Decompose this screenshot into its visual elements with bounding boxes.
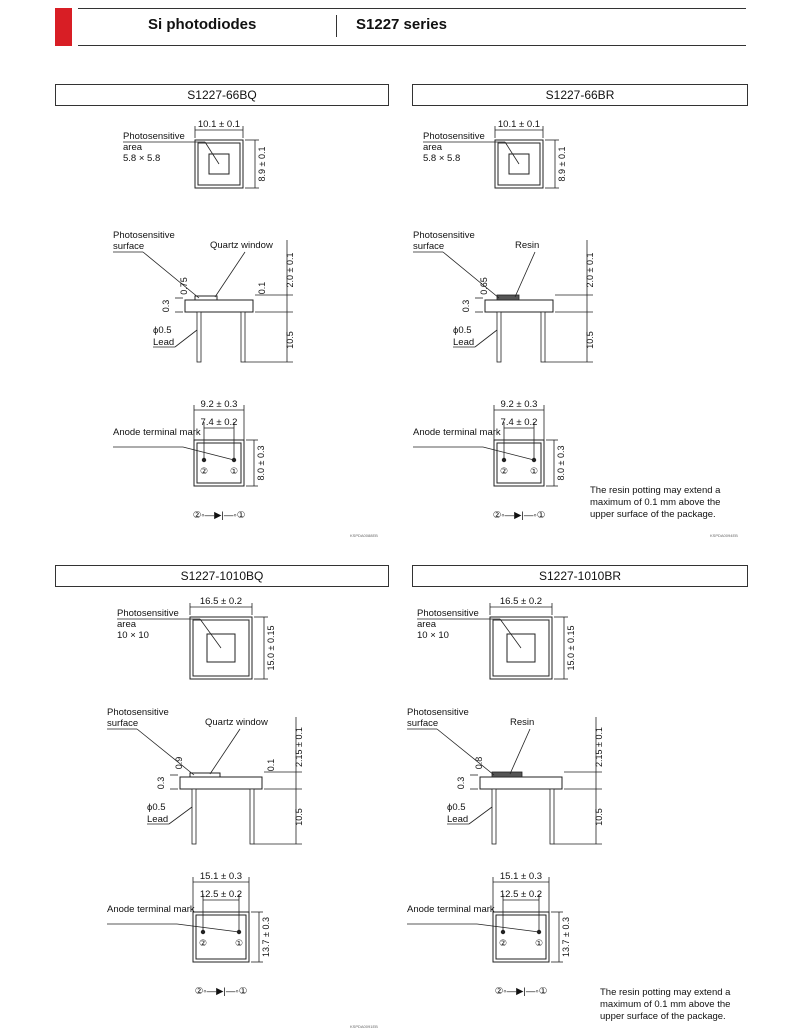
photosensitive-area-label: Photosensitive xyxy=(117,608,179,619)
photosensitive-surface-label: Photosensitive xyxy=(113,230,175,241)
bottom-view-inner xyxy=(496,915,546,959)
panel-title-1010bq: S1227-1010BQ xyxy=(55,565,389,587)
photosensitive-area-label: Photosensitive xyxy=(423,131,485,142)
resin-note-66br: The resin potting may extend a maximum of 0.1 mm above the upper surface of the package. xyxy=(590,485,721,520)
header-series: S1227 series xyxy=(356,16,447,33)
lead-diameter-label: ϕ0.5 xyxy=(153,325,172,336)
panel-title-66bq: S1227-66BQ xyxy=(55,84,389,106)
side-view-body xyxy=(185,300,253,312)
photosensitive-surface-label: Photosensitive xyxy=(107,707,169,718)
dim-b-label: 0.8 xyxy=(474,756,484,770)
dim-c-label: 0.1 xyxy=(266,758,276,772)
header-separator xyxy=(336,15,337,37)
height-label: 2.0 ± 0.1 xyxy=(585,252,595,288)
dim-b-label: 0.75 xyxy=(179,277,189,295)
side-view-body xyxy=(485,300,553,312)
drawing-s1227-1010bq xyxy=(55,592,395,1029)
bottom-width-label: 9.2 ± 0.3 xyxy=(200,399,238,410)
leader-line xyxy=(183,447,234,460)
lead-length-label: 10.5 xyxy=(594,808,604,826)
top-width-label: 16.5 ± 0.2 xyxy=(199,596,243,607)
window-label: Resin xyxy=(515,240,540,251)
side-view-body xyxy=(480,777,562,789)
leader-line xyxy=(205,142,219,164)
photosensitive-surface-label: surface xyxy=(407,718,439,729)
lead-left xyxy=(497,312,501,362)
leader-line xyxy=(475,330,497,347)
bottom-height-label: 8.0 ± 0.3 xyxy=(256,445,266,481)
dim-b-label: 0.65 xyxy=(479,277,489,295)
lead-diameter-label: ϕ0.5 xyxy=(147,802,166,813)
leader-line xyxy=(469,807,492,824)
leader-line xyxy=(215,252,245,297)
diode-symbol: ②◦—▶|—◦① xyxy=(494,986,548,997)
pin-2 xyxy=(502,458,506,462)
header-rule-top xyxy=(78,8,746,9)
pin-1-label: ① xyxy=(229,466,239,476)
lead-diameter-label: ϕ0.5 xyxy=(447,802,466,813)
bottom-height-label: 8.0 ± 0.3 xyxy=(556,445,566,481)
anode-terminal-label: Anode terminal mark xyxy=(113,427,201,438)
photosensitive-surface-label: Photosensitive xyxy=(413,230,475,241)
lead-label: Lead xyxy=(153,337,175,348)
photosensitive-surface-label: Photosensitive xyxy=(407,707,469,718)
panel-title-66br: S1227-66BR xyxy=(412,84,748,106)
dim-a-label: 0.3 xyxy=(161,299,171,313)
pin-2-label: ② xyxy=(498,938,508,948)
photosensitive-surface-label: surface xyxy=(113,241,145,252)
leader-line xyxy=(177,924,239,932)
lead-left xyxy=(492,789,496,844)
top-width-label: 10.1 ± 0.1 xyxy=(197,119,241,130)
pin-2 xyxy=(201,930,205,934)
panel-title-1010br: S1227-1010BR xyxy=(412,565,748,587)
bottom-view-package xyxy=(494,440,544,486)
pin-2-label: ② xyxy=(499,466,509,476)
top-height-label: 15.0 ± 0.15 xyxy=(566,625,576,671)
window-label: Quartz window xyxy=(205,717,268,728)
dim-a-label: 0.3 xyxy=(156,776,166,790)
leader-line xyxy=(210,729,240,774)
bottom-height-label: 13.7 ± 0.3 xyxy=(261,917,271,957)
lead-label: Lead xyxy=(147,814,169,825)
lead-right xyxy=(541,312,545,362)
bottom-height-label: 13.7 ± 0.3 xyxy=(561,917,571,957)
area-value-label: 10 × 10 xyxy=(117,630,149,641)
pin-2 xyxy=(202,458,206,462)
bottom-view-package xyxy=(193,912,249,962)
diode-symbol: ②◦—▶|—◦① xyxy=(192,510,246,521)
pin-2-label: ② xyxy=(198,938,208,948)
drawing-s1227-66bq xyxy=(55,110,395,550)
header-category: Si photodiodes xyxy=(148,16,257,33)
pin-2-label: ② xyxy=(199,466,209,476)
height-label: 2.15 ± 0.1 xyxy=(594,727,604,767)
drawing-s1227-66br xyxy=(355,110,695,550)
pin-1-label: ① xyxy=(534,938,544,948)
bottom-view-package xyxy=(493,912,549,962)
bottom-view-package xyxy=(194,440,244,486)
lead-length-label: 10.5 xyxy=(294,808,304,826)
leader-line xyxy=(137,729,194,775)
pin-pitch-label: 7.4 ± 0.2 xyxy=(200,417,238,428)
pin-2 xyxy=(501,930,505,934)
leader-line xyxy=(143,252,199,298)
lead-label: Lead xyxy=(447,814,469,825)
photosensitive-surface-label: surface xyxy=(107,718,139,729)
height-label: 2.0 ± 0.1 xyxy=(285,252,295,288)
photosensitive-surface-label: surface xyxy=(413,241,445,252)
leader-line xyxy=(510,729,530,774)
pin-1-label: ① xyxy=(529,466,539,476)
brand-accent-bar xyxy=(55,8,72,46)
leader-line xyxy=(483,447,534,460)
pin-pitch-label: 7.4 ± 0.2 xyxy=(500,417,538,428)
leader-line xyxy=(515,252,535,297)
lead-diameter-label: ϕ0.5 xyxy=(453,325,472,336)
area-value-label: 5.8 × 5.8 xyxy=(423,153,461,164)
photosensitive-area-label: Photosensitive xyxy=(417,608,479,619)
lead-length-label: 10.5 xyxy=(285,331,295,349)
side-view-body xyxy=(180,777,262,789)
header-rule-bottom xyxy=(78,45,746,46)
leader-line xyxy=(477,924,539,932)
dim-b-label: 0.9 xyxy=(174,756,184,770)
resin-layer xyxy=(492,772,522,777)
dim-c-label: 0.1 xyxy=(257,281,267,295)
top-height-label: 8.9 ± 0.1 xyxy=(557,146,567,182)
bottom-view-inner xyxy=(196,915,246,959)
quartz-window xyxy=(195,296,217,300)
leader-line xyxy=(505,142,519,164)
photosensitive-area-label: area xyxy=(117,619,137,630)
lead-right xyxy=(550,789,554,844)
area-value-label: 10 × 10 xyxy=(417,630,449,641)
drawing-code-66bq: KSPDA0088EB xyxy=(350,533,378,538)
leader-line xyxy=(443,252,499,298)
resin-note-1010br: The resin potting may extend a maximum of 0.1 mm above the upper surface of the package. xyxy=(600,987,731,1022)
lead-right xyxy=(241,312,245,362)
top-width-label: 16.5 ± 0.2 xyxy=(499,596,543,607)
leader-line xyxy=(437,729,494,775)
top-height-label: 8.9 ± 0.1 xyxy=(257,146,267,182)
dim-a-label: 0.3 xyxy=(461,299,471,313)
pin-1-label: ① xyxy=(234,938,244,948)
drawing-code-66br: KSPDA0094EB xyxy=(710,533,738,538)
pin-pitch-label: 12.5 ± 0.2 xyxy=(499,889,543,900)
anode-terminal-label: Anode terminal mark xyxy=(413,427,501,438)
dim-a-label: 0.3 xyxy=(456,776,466,790)
drawing-code-1010bq: KSPDA0091EB xyxy=(350,1024,378,1029)
bottom-width-label: 15.1 ± 0.3 xyxy=(199,871,243,882)
lead-left xyxy=(192,789,196,844)
lead-right xyxy=(250,789,254,844)
photosensitive-area-label: area xyxy=(123,142,143,153)
height-label: 2.15 ± 0.1 xyxy=(294,727,304,767)
diode-symbol: ②◦—▶|—◦① xyxy=(194,986,248,997)
top-height-label: 15.0 ± 0.15 xyxy=(266,625,276,671)
lead-length-label: 10.5 xyxy=(585,331,595,349)
pin-pitch-label: 12.5 ± 0.2 xyxy=(199,889,243,900)
lead-left xyxy=(197,312,201,362)
bottom-width-label: 15.1 ± 0.3 xyxy=(499,871,543,882)
diode-symbol: ②◦—▶|—◦① xyxy=(492,510,546,521)
photosensitive-area-label: Photosensitive xyxy=(123,131,185,142)
anode-terminal-label: Anode terminal mark xyxy=(107,904,195,915)
bottom-width-label: 9.2 ± 0.3 xyxy=(500,399,538,410)
window-label: Quartz window xyxy=(210,240,273,251)
leader-line xyxy=(169,807,192,824)
area-value-label: 5.8 × 5.8 xyxy=(123,153,161,164)
window-label: Resin xyxy=(510,717,535,728)
drawing-s1227-1010br xyxy=(355,592,695,1029)
leader-line xyxy=(175,330,197,347)
photosensitive-area-label: area xyxy=(423,142,443,153)
anode-terminal-label: Anode terminal mark xyxy=(407,904,495,915)
quartz-window xyxy=(190,773,220,777)
lead-label: Lead xyxy=(453,337,475,348)
top-width-label: 10.1 ± 0.1 xyxy=(497,119,541,130)
photosensitive-area-label: area xyxy=(417,619,437,630)
